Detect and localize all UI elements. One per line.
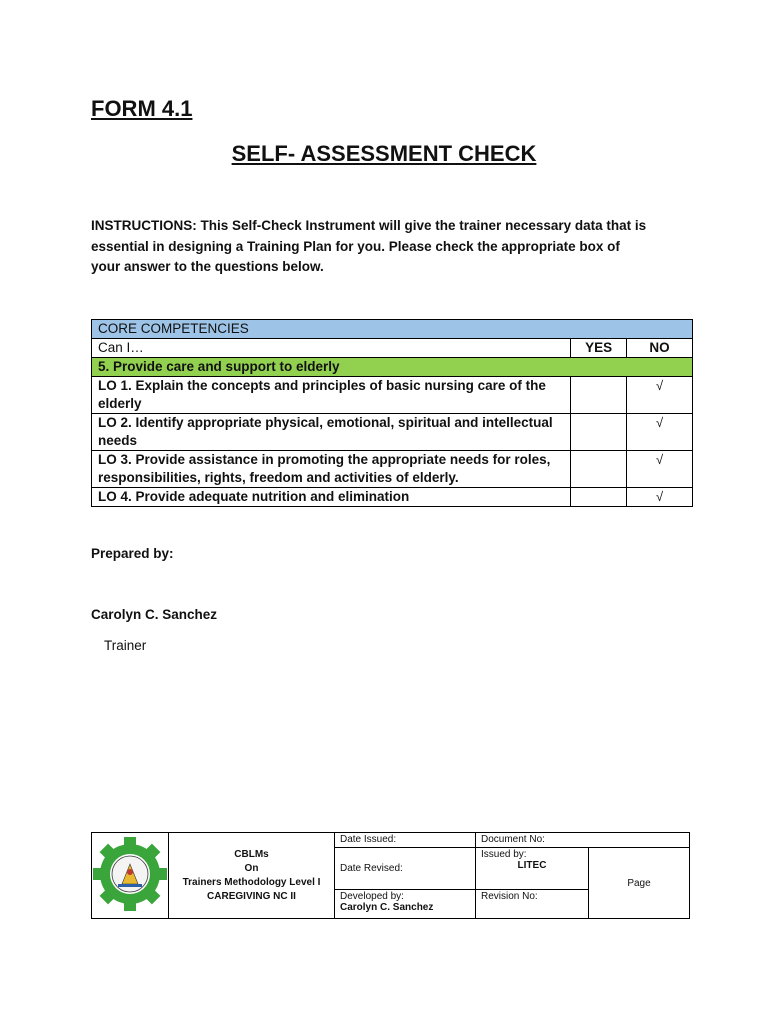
page-title: SELF- ASSESSMENT CHECK <box>231 141 537 166</box>
yes-checkbox-cell[interactable] <box>571 451 627 488</box>
developed-by-label: Developed by: <box>340 891 404 902</box>
yes-header: YES <box>571 339 627 358</box>
no-checkbox-cell[interactable]: √ <box>627 488 693 507</box>
unit-row <box>92 358 693 377</box>
table-row <box>92 414 693 451</box>
yes-checkbox-cell[interactable] <box>571 377 627 414</box>
no-header: NO <box>627 339 693 358</box>
table-header-row <box>92 320 693 339</box>
preparer-name: Carolyn C. Sanchez <box>91 607 218 622</box>
lo-text: LO 3. Provide assistance in promoting the appropriate needs for roles, responsibilities, rights, freedom and activities of elderly. <box>92 451 571 488</box>
unit-title: 5. Provide care and support to elderly <box>92 358 693 377</box>
page-label: Page <box>627 877 651 889</box>
can-i-header: Can I… <box>92 339 571 358</box>
issued-by-value: LITEC <box>517 860 547 871</box>
yes-checkbox-cell[interactable] <box>571 414 627 451</box>
cblm-line: CBLMs <box>234 848 269 860</box>
table-row <box>92 377 693 414</box>
lo-text: LO 4. Provide adequate nutrition and elimination <box>92 488 571 507</box>
cblm-line: On <box>244 862 259 874</box>
issued-by-cell <box>476 848 589 890</box>
table-row <box>92 451 693 488</box>
date-revised-cell <box>335 848 476 890</box>
no-checkbox-cell[interactable]: √ <box>627 377 693 414</box>
yes-checkbox-cell[interactable] <box>571 488 627 507</box>
form-number: FORM 4.1 <box>91 96 193 121</box>
document-no-label: Document No: <box>481 834 545 845</box>
document-footer <box>91 832 690 919</box>
instructions-text: INSTRUCTIONS: This Self-Check Instrument will give the trainer necessary data that is essential in designing a Training Plan for you. Please check the appropriate box of your answer to the questions below. <box>91 218 647 274</box>
revision-no-label: Revision No: <box>481 891 538 902</box>
cblm-title <box>169 833 335 919</box>
cblm-line: CAREGIVING NC II <box>207 890 296 902</box>
lo-text: LO 1. Explain the concepts and principles of basic nursing care of the elderly <box>92 377 571 414</box>
core-competencies-header: CORE COMPETENCIES <box>92 320 693 339</box>
developed-by-cell <box>335 890 476 919</box>
table-row <box>92 488 693 507</box>
no-checkbox-cell[interactable]: √ <box>627 414 693 451</box>
date-issued-label: Date Issued: <box>340 834 397 845</box>
column-header-row <box>92 339 693 358</box>
logo-cell <box>92 833 169 919</box>
preparer-role: Trainer <box>104 638 147 653</box>
no-checkbox-cell[interactable]: √ <box>627 451 693 488</box>
document-no-cell <box>476 833 690 848</box>
prepared-by-label: Prepared by: <box>91 546 174 561</box>
date-issued-cell <box>335 833 476 848</box>
date-revised-label: Date Revised: <box>340 863 403 874</box>
lo-text: LO 2. Identify appropriate physical, emotional, spiritual and intellectual needs <box>92 414 571 451</box>
revision-no-cell <box>476 890 589 919</box>
cblm-line: Trainers Methodology Level I <box>182 876 321 888</box>
institution-logo-icon <box>92 833 168 915</box>
issued-by-label: Issued by: <box>481 849 527 860</box>
competency-table <box>91 319 693 507</box>
developed-by-name: Carolyn C. Sanchez <box>340 902 434 913</box>
page-cell <box>589 848 690 919</box>
